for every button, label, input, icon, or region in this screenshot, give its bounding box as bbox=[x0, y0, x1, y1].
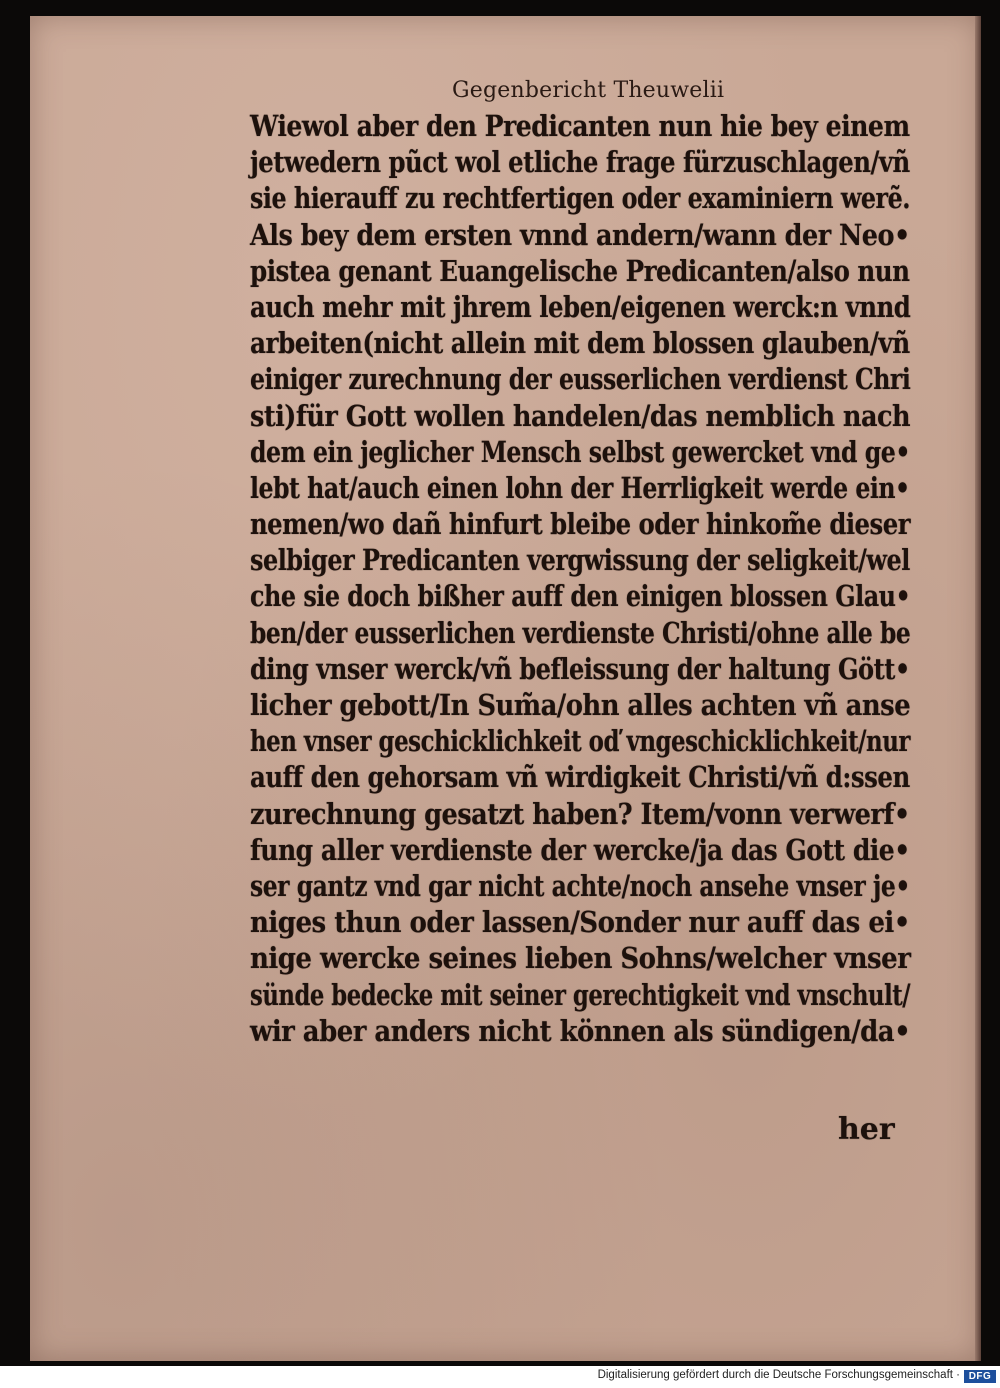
page-edge bbox=[975, 16, 981, 1361]
text-line: sünde bedecke mit seiner gerechtigkeit vnd vnschult/ bbox=[250, 977, 911, 1012]
text-line: ser gantz vnd gar nicht achte/noch ansehe vnser je• bbox=[250, 868, 910, 903]
text-line: fung aller verdienste der wercke/ja das Gott die• bbox=[250, 832, 910, 867]
text-line: nemen/wo dañ hinfurt bleibe oder hinkom̃e dieser bbox=[250, 507, 911, 542]
text-line: nige wercke seines lieben Sohns/welcher vnser bbox=[250, 941, 911, 976]
text-line: auff den gehorsam vñ wirdigkeit Christi/vñ d:ssen bbox=[250, 760, 910, 795]
text-line: pistea genant Euangelische Predicanten/also nun bbox=[250, 253, 910, 288]
text-line: auch mehr mit jhrem leben/eigenen werck:n vnnd bbox=[250, 289, 911, 324]
text-line: einiger zurechnung der eusserlichen verdienst Chri bbox=[250, 362, 911, 397]
text-line: arbeiten(nicht allein mit dem blossen glauben/vñ bbox=[250, 326, 910, 361]
text-line: zurechnung gesatzt haben? Item/vonn verwerf• bbox=[250, 796, 910, 831]
dfg-logo-icon: DFG bbox=[964, 1370, 996, 1383]
catchword: her bbox=[838, 1112, 895, 1147]
text-line: che sie doch bißher auff den einigen blossen Glau• bbox=[250, 579, 911, 614]
text-line: licher gebott/In Sum̃a/ohn alles achten vñ anse bbox=[250, 688, 911, 722]
text-line: ding vnser werck/vñ befleissung der haltung Gött• bbox=[250, 651, 910, 686]
funding-credit: Digitalisierung gefördert durch die Deutsche Forschungsgemeinschaft · bbox=[597, 1369, 960, 1381]
body-text bbox=[250, 108, 910, 1049]
text-line: selbiger Predicanten vergwissung der seligkeit/wel bbox=[250, 543, 910, 578]
text-line: hen vnser geschicklichkeit oď vngeschicklichkeit/nur bbox=[250, 724, 910, 759]
text-line: dem ein jeglicher Mensch selbst gewercket vnd ge• bbox=[250, 434, 910, 469]
text-line: sie hierauff zu rechtfertigen oder examiniern werẽ. bbox=[250, 181, 911, 216]
text-line: Als bey dem ersten vnnd andern/wann der Neo• bbox=[250, 217, 910, 252]
text-line: lebt hat/auch einen lohn der Herrligkeit werde ein• bbox=[250, 470, 910, 505]
text-line: Wiewol aber den Predicanten nun hie bey einem bbox=[250, 109, 910, 143]
text-line: ben/der eusserlichen verdienste Christi/ohne alle be bbox=[250, 615, 911, 650]
running-head: Gegenbericht Theuwelii bbox=[452, 78, 725, 103]
text-line: niges thun oder lassen/Sonder nur auff das ei• bbox=[250, 905, 910, 940]
text-line: wir aber anders nicht können als sündigen/da• bbox=[250, 1013, 911, 1048]
text-line: sti)für Gott wollen handelen/das nemblich nach bbox=[250, 398, 911, 433]
footer-bar bbox=[0, 1366, 1000, 1388]
text-line: jetwedern pũct wol etliche frage fürzuschlagen/vñ bbox=[250, 145, 910, 180]
